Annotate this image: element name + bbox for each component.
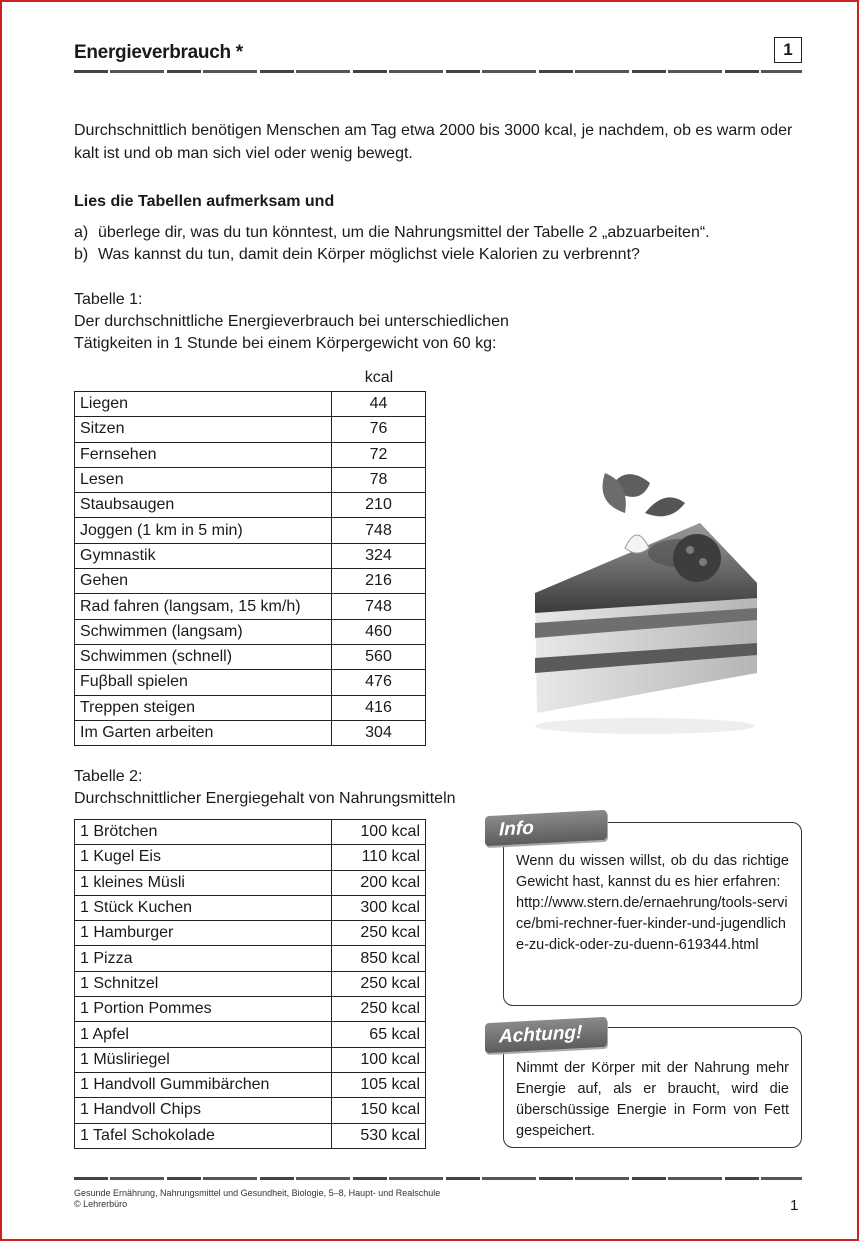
table-row [75,1123,426,1148]
warning-text: Nimmt der Körper mit der Nahrung mehr Energie auf, als er braucht, wird die überschüssige Energie in Form von Fett gespeichert. [516,1060,789,1139]
row-label: Fernsehen [75,442,332,467]
task-text: Was kannst du tun, damit dein Körper möglichst viele Kalorien zu verbrennt? [98,246,640,263]
footer-page-number: 1 [790,1197,799,1214]
row-kcal: 250 kcal [332,997,426,1022]
row-label: Schwimmen (langsam) [75,619,332,644]
row-kcal: 100 kcal [332,820,426,845]
table-row [75,971,426,996]
row-kcal: 850 kcal [332,946,426,971]
task-b [74,246,640,264]
footer-line: © Lehrerbüro [74,1199,128,1209]
task-text: überlege dir, was du tun könntest, um die Nahrungsmittel der Tabelle 2 „abzuarbeiten“. [98,224,710,241]
row-kcal: 324 [332,543,426,568]
page-number-box: 1 [774,37,802,63]
row-kcal: 210 [332,493,426,518]
row-label: Gymnastik [75,543,332,568]
caption-line: Tätigkeiten in 1 Stunde bei einem Körpergewicht von 60 kg: [74,335,497,352]
row-label: Liegen [75,392,332,417]
row-kcal: 560 [332,644,426,669]
row-kcal: 460 [332,619,426,644]
table1-caption [74,289,509,355]
kcal-column-header: kcal [364,369,394,386]
row-label: 1 Müsliriegel [75,1047,332,1072]
page-title: Energieverbrauch * [74,42,243,63]
row-kcal: 110 kcal [332,845,426,870]
row-label: Sitzen [75,417,332,442]
bottom-divider [74,1177,802,1180]
info-url: http://www.stern.de/ernaehrung/tools-service/bmi-rechner-fuer-kinder-und-jugendliche-zu-dick-oder-zu-duenn-619344.html [516,895,788,953]
row-kcal: 250 kcal [332,921,426,946]
row-kcal: 150 kcal [332,1098,426,1123]
table-row [75,644,426,669]
row-kcal: 300 kcal [332,895,426,920]
task-label: a) [74,224,89,241]
row-label: Joggen (1 km in 5 min) [75,518,332,543]
footer-line: Gesunde Ernährung, Nahrungsmittel und Gesundheit, Biologie, 5–8, Haupt- und Realschule [74,1188,441,1198]
top-divider [74,70,802,73]
row-kcal: 100 kcal [332,1047,426,1072]
table-row [75,1098,426,1123]
table-row [75,493,426,518]
table-row [75,720,426,745]
table-row [75,1072,426,1097]
table-row [75,1047,426,1072]
row-label: Im Garten arbeiten [75,720,332,745]
row-label: 1 kleines Müsli [75,870,332,895]
row-kcal: 250 kcal [332,971,426,996]
info-text: Wenn du wissen willst, ob du das richtige Gewicht hast, kannst du es hier erfahren: [516,853,789,890]
row-label: 1 Schnitzel [75,971,332,996]
row-kcal: 105 kcal [332,1072,426,1097]
table-row [75,543,426,568]
footer [74,1188,440,1210]
row-label: 1 Handvoll Chips [75,1098,332,1123]
row-label: 1 Hamburger [75,921,332,946]
row-kcal: 748 [332,518,426,543]
table-row [75,619,426,644]
table-row [75,946,426,971]
row-kcal: 65 kcal [332,1022,426,1047]
caption-line: Tabelle 2: [74,768,143,785]
table-row [75,467,426,492]
row-label: 1 Pizza [75,946,332,971]
row-kcal: 304 [332,720,426,745]
row-label: 1 Handvoll Gummibärchen [75,1072,332,1097]
row-label: Fuβball spielen [75,670,332,695]
intro-text: Durchschnittlich benötigen Menschen am Tag etwa 2000 bis 3000 kcal, je nachdem, ob es warm oder kalt ist und ob man sich viel oder wenig bewegt. [74,122,793,162]
row-label: 1 Tafel Schokolade [75,1123,332,1148]
row-kcal: 78 [332,467,426,492]
table-row [75,518,426,543]
info-tag: Info [485,810,607,846]
row-kcal: 72 [332,442,426,467]
caption-line: Der durchschnittliche Energieverbrauch bei unterschiedlichen [74,313,509,330]
row-label: Treppen steigen [75,695,332,720]
row-kcal: 76 [332,417,426,442]
instruction-heading: Lies die Tabellen aufmerksam und [74,193,335,210]
table-row [75,845,426,870]
row-kcal: 200 kcal [332,870,426,895]
task-a [74,224,710,242]
task-label: b) [74,246,89,263]
row-label: Staubsaugen [75,493,332,518]
table-row [75,417,426,442]
row-kcal: 216 [332,569,426,594]
row-label: 1 Apfel [75,1022,332,1047]
row-label: 1 Stück Kuchen [75,895,332,920]
table-row [75,997,426,1022]
table2-caption [74,766,456,810]
table-row [75,895,426,920]
row-label: Schwimmen (schnell) [75,644,332,669]
activity-table [74,391,426,746]
table-row [75,670,426,695]
caption-line: Tabelle 1: [74,291,143,308]
table-row [75,921,426,946]
table-row [75,695,426,720]
caption-line: Durchschnittlicher Energiegehalt von Nahrungsmitteln [74,790,456,807]
table-row [75,569,426,594]
row-kcal: 530 kcal [332,1123,426,1148]
row-label: Gehen [75,569,332,594]
table-row [75,1022,426,1047]
table-row [75,870,426,895]
warning-tag: Achtung! [485,1017,607,1053]
row-kcal: 416 [332,695,426,720]
row-label: 1 Brötchen [75,820,332,845]
table-row [75,442,426,467]
table-row [75,820,426,845]
row-kcal: 44 [332,392,426,417]
row-kcal: 476 [332,670,426,695]
info-box [503,822,802,1006]
table-row [75,594,426,619]
row-label: 1 Kugel Eis [75,845,332,870]
row-kcal: 748 [332,594,426,619]
table-row [75,392,426,417]
row-label: Rad fahren (langsam, 15 km/h) [75,594,332,619]
cake-slice-icon [525,458,770,738]
food-table [74,819,426,1149]
row-label: 1 Portion Pommes [75,997,332,1022]
row-label: Lesen [75,467,332,492]
